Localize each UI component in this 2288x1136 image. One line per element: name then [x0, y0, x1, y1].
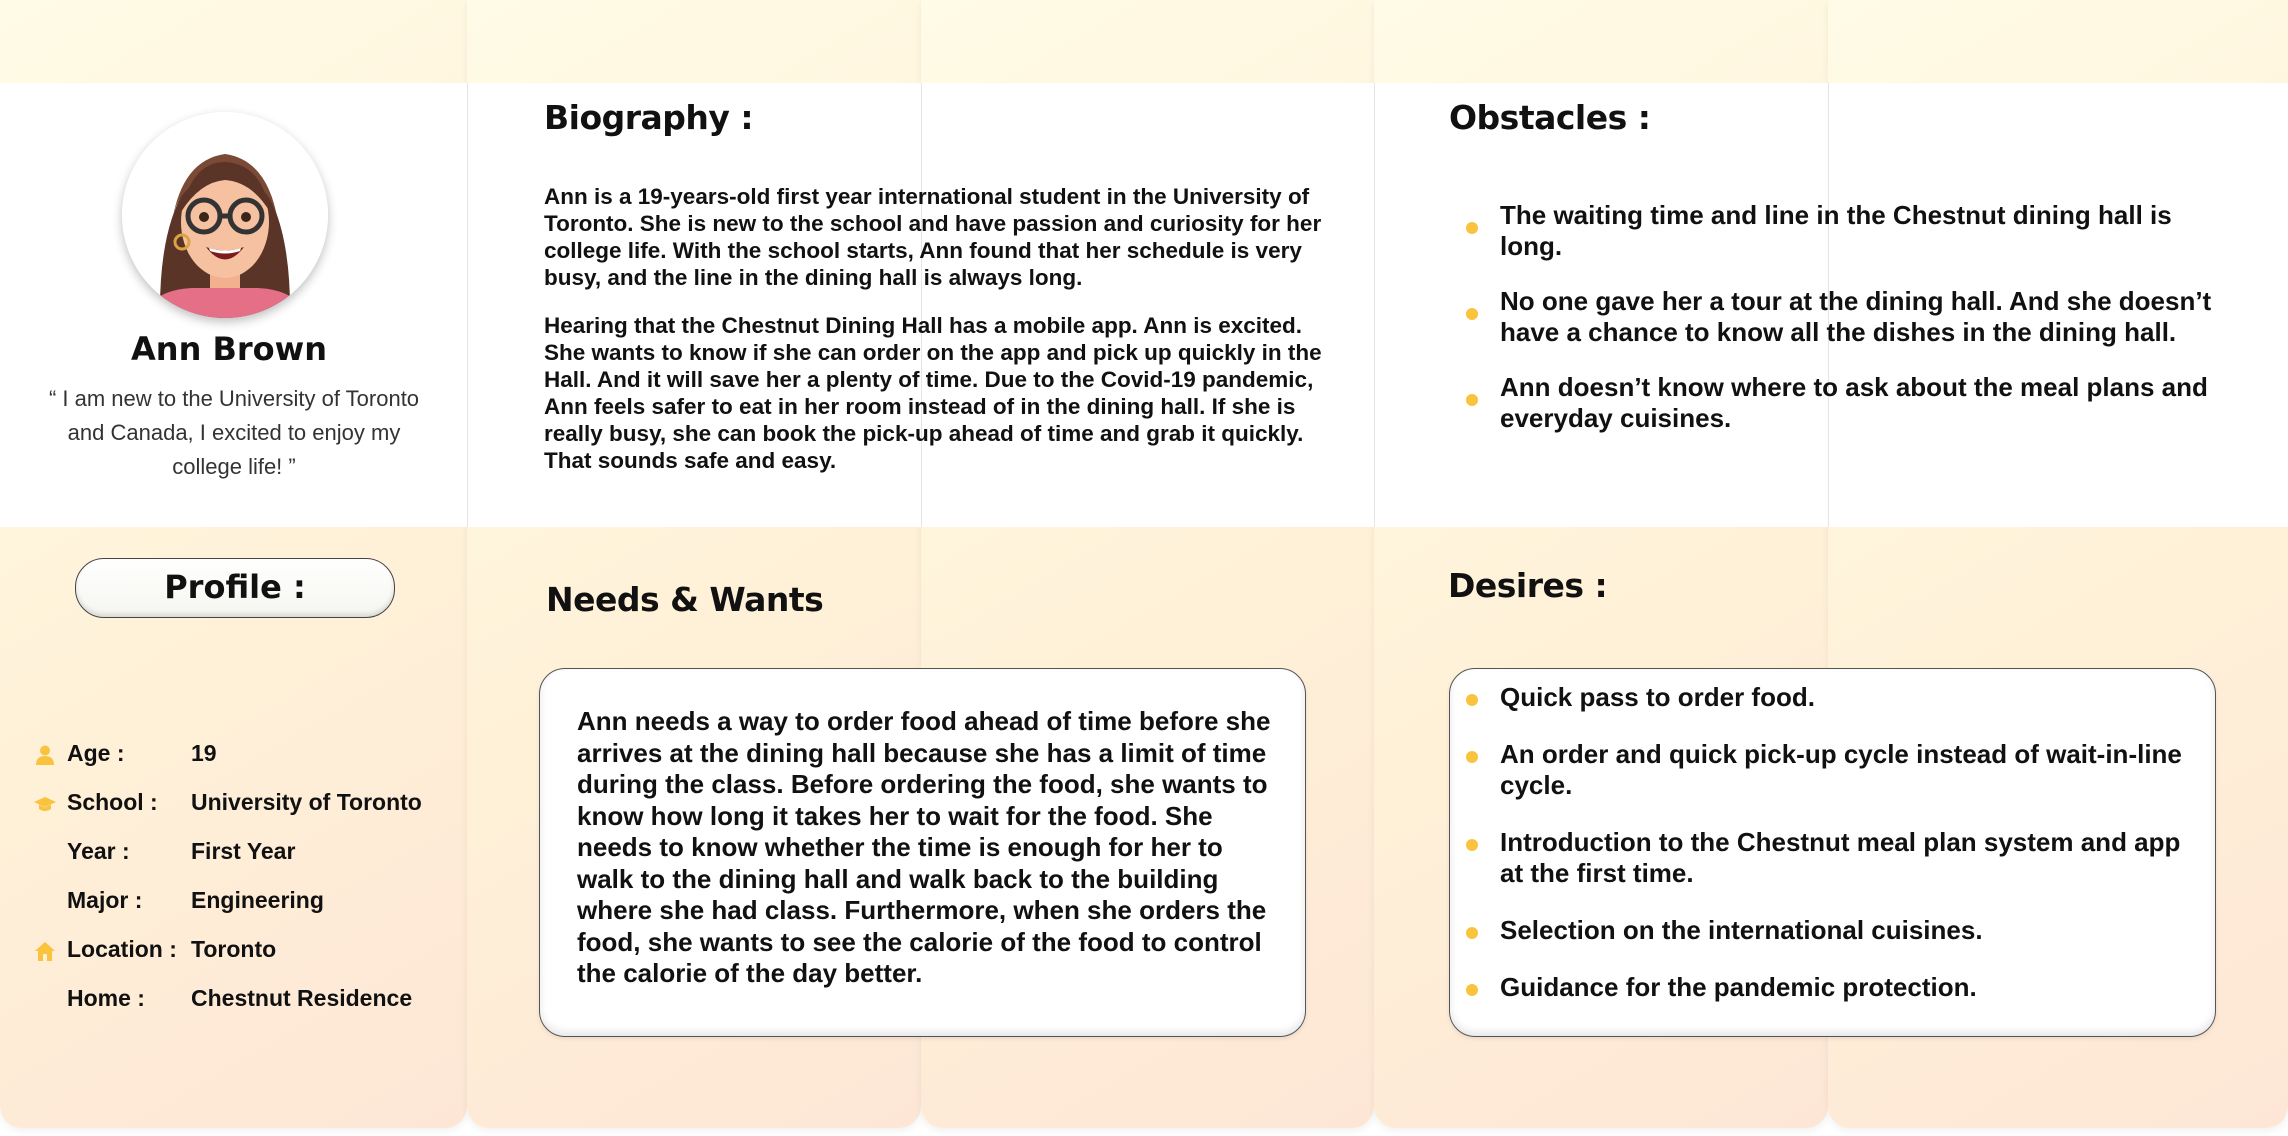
needs-text: Ann needs a way to order food ahead of time before she arrives at the dining hall because she has a limit of time during the class. Before ordering the food, she wants to know how long it takes her to wait for the food. She needs to know whether the time is enough for her to walk to the dining hall and walk back to the building where she had class. Furthermore, when she orders the food, she wants to see the calorie of the food to control the calorie of the day better. — [577, 706, 1271, 988]
profile-label: Age : — [67, 740, 125, 766]
biography-paragraph-1: Ann is a 19-years-old first year international student in the University of Toronto. She is new to the school and have passion and curiosity for her college life. With the school starts, Ann found that her schedule is very busy, and the line in the dining hall is always long. — [544, 184, 1322, 290]
bullet-icon — [1466, 751, 1478, 763]
divider — [467, 83, 468, 527]
list-item: Ann doesn’t know where to ask about the meal plans and everyday cuisines. — [1500, 372, 2230, 434]
obstacles-heading: Obstacles : — [1449, 98, 1651, 137]
graduation-cap-icon — [34, 793, 56, 815]
profile-label: School : — [67, 789, 158, 815]
list-item: No one gave her a tour at the dining hall. And she doesn’t have a chance to know all the dishes in the dining hall. — [1500, 286, 2230, 348]
persona-name: Ann Brown — [131, 330, 327, 368]
bullet-icon — [1466, 927, 1478, 939]
memoji-avatar-icon — [122, 112, 328, 318]
profile-value: 19 — [191, 740, 217, 766]
obstacles-list — [1500, 200, 2230, 458]
profile-value: First Year — [191, 838, 296, 864]
list-item: An order and quick pick-up cycle instead of wait-in-line cycle. — [1500, 739, 2200, 801]
list-item: Guidance for the pandemic protection. — [1500, 972, 2200, 1003]
persona-quote: “ I am new to the University of Toronto and Canada, I excited to enjoy my college life! ” — [48, 386, 420, 479]
profile-value: Toronto — [191, 936, 277, 962]
profile-title: Profile : — [75, 558, 395, 618]
profile-label: Home : — [67, 985, 145, 1011]
list-item: Introduction to the Chestnut meal plan system and app at the first time. — [1500, 827, 2200, 889]
profile-label: Location : — [67, 936, 177, 962]
bullet-icon — [1466, 839, 1478, 851]
needs-heading: Needs & Wants — [546, 580, 824, 619]
home-icon — [34, 940, 56, 962]
divider — [1374, 83, 1375, 527]
desires-list — [1500, 682, 2200, 1029]
desires-heading: Desires : — [1448, 566, 1608, 605]
profile-label: Major : — [67, 887, 143, 913]
biography-paragraph-2: Hearing that the Chestnut Dining Hall has a mobile app. Ann is excited. She wants to know if she can order on the app and pick up quickly in the Hall. And it will save her a plenty of time. Due to the Covid-19 pandemic, Ann feels safer to eat in her room instead of in the dining hall. If she is really busy, she can book the pick-up ahead of time and grab it quickly. That sounds safe and easy. — [544, 313, 1322, 473]
bullet-icon — [1466, 308, 1478, 320]
bullet-icon — [1466, 394, 1478, 406]
person-icon — [34, 744, 56, 766]
list-item: Quick pass to order food. — [1500, 682, 2200, 713]
biography-heading: Biography : — [544, 98, 754, 137]
bullet-icon — [1466, 222, 1478, 234]
profile-label: Year : — [67, 838, 130, 864]
profile-value: Chestnut Residence — [191, 985, 413, 1011]
bullet-icon — [1466, 694, 1478, 706]
avatar — [122, 112, 328, 318]
list-item: The waiting time and line in the Chestnut dining hall is long. — [1500, 200, 2230, 262]
profile-value: University of Toronto — [191, 789, 422, 815]
profile-value: Engineering — [191, 887, 324, 913]
bullet-icon — [1466, 984, 1478, 996]
list-item: Selection on the international cuisines. — [1500, 915, 2200, 946]
